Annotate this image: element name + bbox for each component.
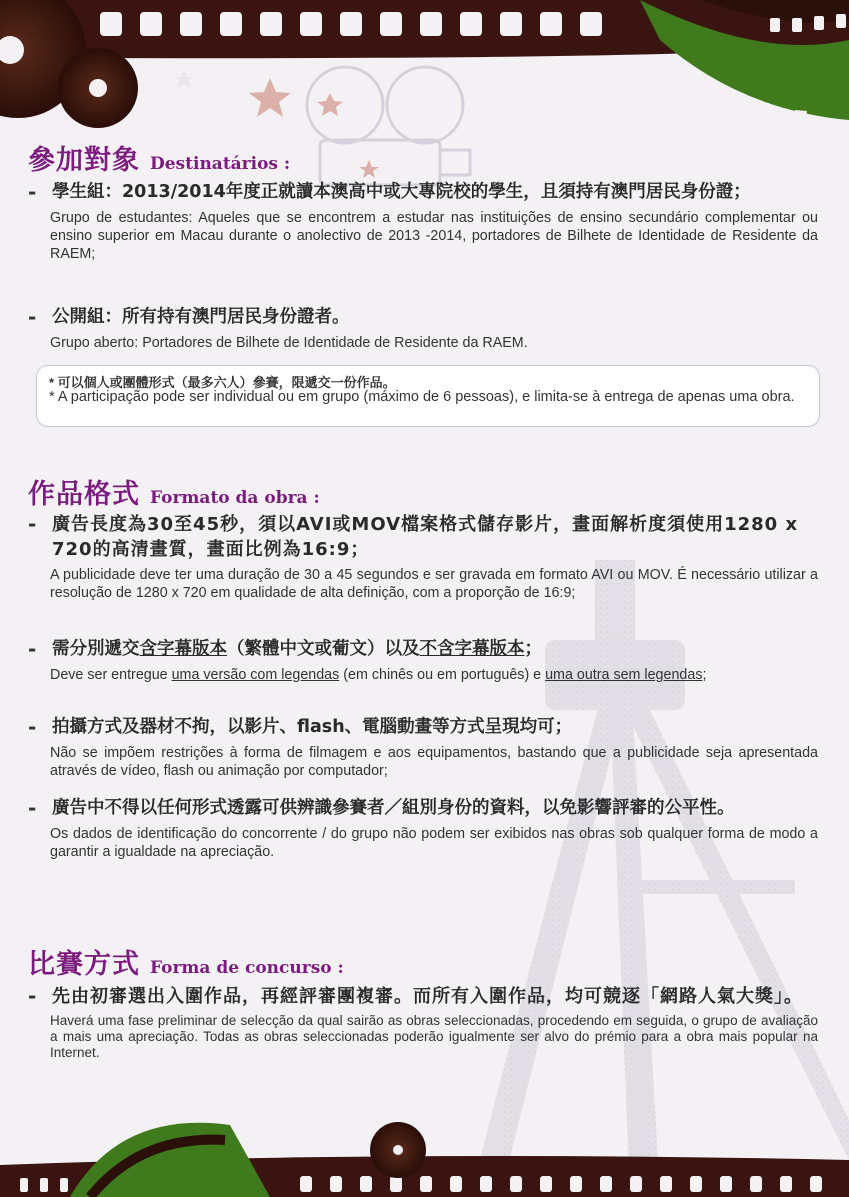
underlined-text: uma versão com legendas xyxy=(171,667,340,683)
section-title-pt: Formato da obra : xyxy=(150,488,320,508)
item-text-zh: 廣告長度為30至45秒，須以AVI或MOV檔案格式儲存影片，畫面解析度須使用1280 x 720的高清畫質，畫面比例為16:9； xyxy=(52,514,799,560)
section-title-pt: Destinatários : xyxy=(150,154,291,174)
list-item xyxy=(28,715,818,780)
note-text-zh: * 可以個人或團體形式（最多六人）參賽，限遞交一份作品。 xyxy=(49,375,396,390)
item-text-zh: 需分別遞交含字幕版本（繁體中文或葡文）以及不含字幕版本； xyxy=(52,639,542,659)
section-header-destinatarios xyxy=(28,138,290,177)
item-text-pt: Os dados de identificação do concorrente / do grupo não podem ser exibidos nas obras sob qualquer forma de modo a garantir a igualdade na apreciação. xyxy=(50,826,818,860)
list-item xyxy=(28,637,818,684)
bullet-dash: - xyxy=(28,512,37,536)
item-text-pt: Deve ser entregue uma versão com legendas (em chinês ou em português) e uma outra sem legendas; xyxy=(50,667,707,683)
bullet-dash: - xyxy=(28,796,37,820)
underlined-text: uma outra sem legendas xyxy=(545,667,703,683)
underlined-text: 不含字幕版本 xyxy=(419,639,525,659)
section-title-zh: 作品格式 xyxy=(28,479,140,510)
bullet-dash: - xyxy=(28,180,37,204)
list-item xyxy=(28,796,818,861)
item-text-pt: A publicidade deve ter uma duração de 30 a 45 segundos e ser gravada em formato AVI ou MOV. É necessário utilizar a resolução de 1280 x 720 em qualidade de alta definição, com a proporção de 16:9; xyxy=(50,567,818,601)
item-text-zh: 先由初審選出入圍作品，再經評審團複審。而所有入圍作品，均可競逐「網路人氣大獎」。 xyxy=(52,986,803,1007)
item-text-pt: Haverá uma fase preliminar de selecção da qual sairão as obras seleccionadas, procedendo em seguida, o grupo de avaliação a mais uma apreciação. Todas as obras seleccionadas poderão igualmente ser alvo do prémio para a obra mais popular na Internet. xyxy=(50,1013,818,1060)
item-text-zh: 公開組：所有持有澳門居民身份證者。 xyxy=(52,307,350,327)
section-header-formato xyxy=(28,472,320,511)
bullet-dash: - xyxy=(28,984,37,1008)
underlined-text: 含字幕版本 xyxy=(139,639,227,659)
list-item xyxy=(28,512,818,602)
item-text-zh: 廣告中不得以任何形式透露可供辨識參賽者／組別身份的資料，以免影響評審的公平性。 xyxy=(52,798,735,818)
item-text-zh: 拍攝方式及器材不拘，以影片、flash、電腦動畫等方式呈現均可； xyxy=(52,717,573,737)
section-header-concurso xyxy=(28,942,344,981)
bullet-dash: - xyxy=(28,637,37,661)
list-item xyxy=(28,180,818,263)
bullet-dash: - xyxy=(28,715,37,739)
note-text-pt: * A participação pode ser individual ou em grupo (máximo de 6 pessoas), e limita-se à entrega de apenas uma obra. xyxy=(49,389,795,405)
item-text-pt: Grupo aberto: Portadores de Bilhete de Identidade de Residente da RAEM. xyxy=(50,335,528,351)
item-text-pt: Não se impõem restrições à forma de filmagem e aos equipamentos, bastando que a publicidade seja apresentada através de vídeo, flash ou animação por computador; xyxy=(50,745,818,779)
item-text-pt: Grupo de estudantes: Aqueles que se encontrem a estudar nas instituições de ensino secundário complementar ou ensino superior em Macau durante o anolectivo de 2013 -2014, portadores de Bilhete de Identidade de Residente da RAEM; xyxy=(50,210,818,262)
section-title-zh: 比賽方式 xyxy=(28,949,140,980)
section-title-pt: Forma de concurso : xyxy=(150,958,344,978)
bullet-dash: - xyxy=(28,305,37,329)
list-item xyxy=(28,984,818,1061)
list-item xyxy=(28,305,818,352)
section-title-zh: 參加對象 xyxy=(28,145,140,176)
item-text-zh: 學生組：2013/2014年度正就讀本澳高中或大專院校的學生，且須持有澳門居民身份證； xyxy=(52,182,751,202)
participation-note-box xyxy=(36,365,820,427)
